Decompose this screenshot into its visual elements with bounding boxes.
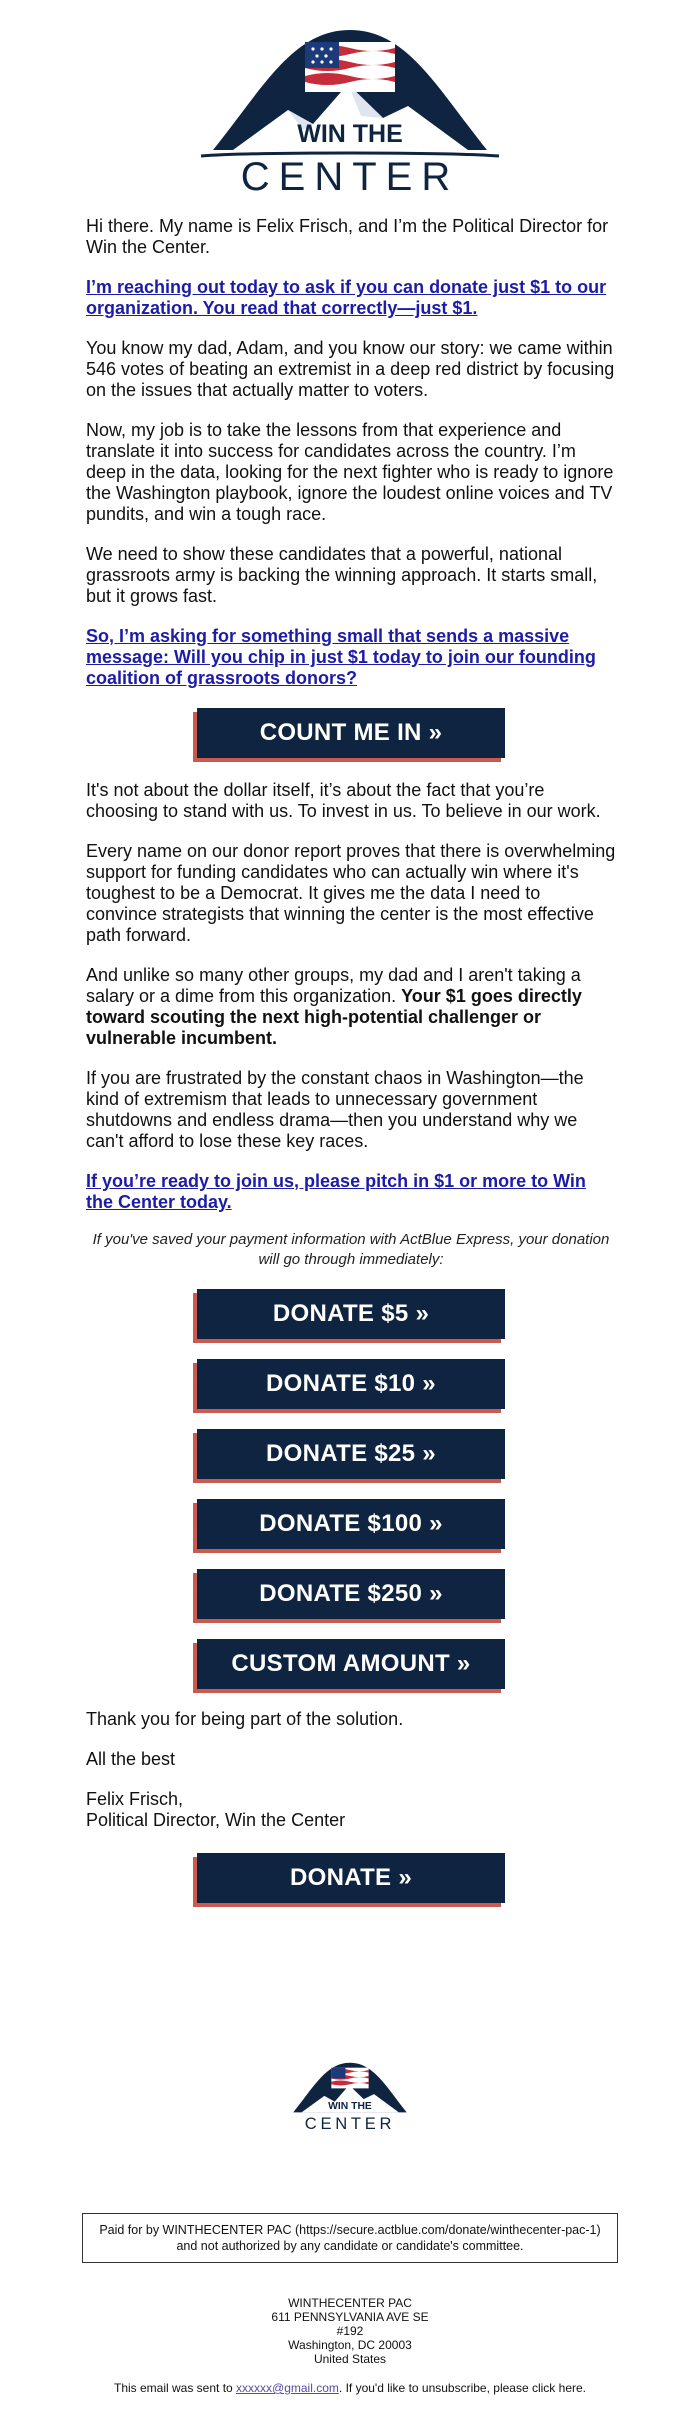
salary-text: And unlike so many other groups, my dad and I aren't taking a salary or a dime from this organization. xyxy=(86,965,581,1006)
address-line-5: United States xyxy=(313,2352,387,2366)
donor-report-paragraph: Every name on our donor report proves that there is overwhelming support for funding candidates who can actually win where it's toughest to be a Democrat. It gives me the data I need to convince strategists that winning the center is the most effective path forward. xyxy=(86,841,616,945)
address-line-2: 611 PENNSYLVANIA AVE SE xyxy=(271,2310,429,2324)
donate-100-button[interactable]: DONATE $100 » xyxy=(197,1499,505,1549)
unsubscribe-text[interactable]: . If you'd like to unsubscribe, please click here. xyxy=(338,2381,586,2395)
custom-amount-button[interactable]: CUSTOM AMOUNT » xyxy=(197,1639,505,1689)
story-paragraph: You know my dad, Adam, and you know our story: we came within 546 votes of beating an extremist in a deep red district by focusing on the issues that actually matter to voters. xyxy=(86,338,615,400)
intro-paragraph: Hi there. My name is Felix Frisch, and I’m the Political Director for Win the Center. xyxy=(86,216,609,257)
unsubscribe-note xyxy=(50,2381,650,2395)
footer-logo xyxy=(285,2055,415,2135)
win-the-center-logo xyxy=(193,18,507,198)
email-body xyxy=(86,216,616,1903)
closing-thanks: Thank you for being part of the solution. xyxy=(86,1709,404,1729)
address-line-1: WINTHECENTER PAC xyxy=(288,2296,412,2310)
footer-logo-line1: WIN THE xyxy=(328,2101,372,2113)
final-donate-button[interactable]: DONATE » xyxy=(197,1853,505,1903)
donate-250-button[interactable]: DONATE $250 » xyxy=(197,1569,505,1619)
grassroots-paragraph: We need to show these candidates that a powerful, national grassroots army is backing the winning approach. It starts small, but it grows fast. xyxy=(86,544,598,606)
salary-bold-text: Your $1 goes directly toward scouting the next high-potential challenger or vulnerable incumbent. xyxy=(86,986,582,1048)
donate-link-1[interactable]: I’m reaching out today to ask if you can donate just $1 to our organization. You read that correctly—just $1. xyxy=(86,277,607,318)
recipient-email-link[interactable]: xxxxxx@gmail.com xyxy=(236,2381,339,2395)
donate-5-button[interactable]: DONATE $5 » xyxy=(197,1289,505,1339)
mailing-address xyxy=(150,2296,550,2366)
donate-link-2[interactable]: So, I’m asking for something small that sends a massive message: Will you chip in just $1 today to join our founding coalition of grassroots donors? xyxy=(86,626,596,688)
signature xyxy=(86,1789,616,1831)
donate-10-button[interactable]: DONATE $10 » xyxy=(197,1359,505,1409)
address-line-4: Washington, DC 20003 xyxy=(288,2338,412,2352)
footer-flag-icon xyxy=(331,2068,368,2089)
donate-link-3[interactable]: If you’re ready to join us, please pitch in $1 or more to Win the Center today. xyxy=(86,1171,586,1212)
mission-paragraph: Now, my job is to take the lessons from that experience and translate it into success for candidates across the country. I’m deep in the data, looking for the next fighter who is ready to ignore the Washington playbook, ignore the loudest online voices and TV pundits, and win a tough race. xyxy=(86,420,614,524)
sent-prefix: This email was sent to xyxy=(113,2381,237,2395)
frustrated-paragraph: If you are frustrated by the constant chaos in Washington—the kind of extremism that leads to unnecessary government shutdowns and endless drama—then you understand why we can't afford to lose these key races. xyxy=(86,1068,584,1151)
address-line-3: #192 xyxy=(336,2324,364,2338)
dollar-paragraph: It's not about the dollar itself, it’s about the fact that you’re choosing to stand with us. To invest in us. To believe in our work. xyxy=(86,780,601,821)
footer-logo-line2: CENTER xyxy=(304,2113,396,2133)
signature-title: Political Director, Win the Center xyxy=(86,1810,346,1830)
salary-paragraph xyxy=(86,965,616,1049)
donate-25-button[interactable]: DONATE $25 » xyxy=(197,1429,505,1479)
actblue-express-note: If you've saved your payment information with ActBlue Express, your donation will go through immediately: xyxy=(92,1231,610,1268)
logo-line2: CENTER xyxy=(240,155,460,198)
signature-name: Felix Frisch, xyxy=(86,1789,184,1809)
donate-button-list xyxy=(86,1289,616,1689)
count-me-in-button[interactable]: COUNT ME IN » xyxy=(197,708,505,758)
flag-icon xyxy=(305,42,395,92)
logo-line1: WIN THE xyxy=(297,120,403,148)
closing-regards: All the best xyxy=(86,1749,176,1769)
paid-for-disclaimer: Paid for by WINTHECENTER PAC (https://secure.actblue.com/donate/winthecenter-pac-1) and not authorized by any candidate or candidate's committee. xyxy=(82,2213,618,2263)
